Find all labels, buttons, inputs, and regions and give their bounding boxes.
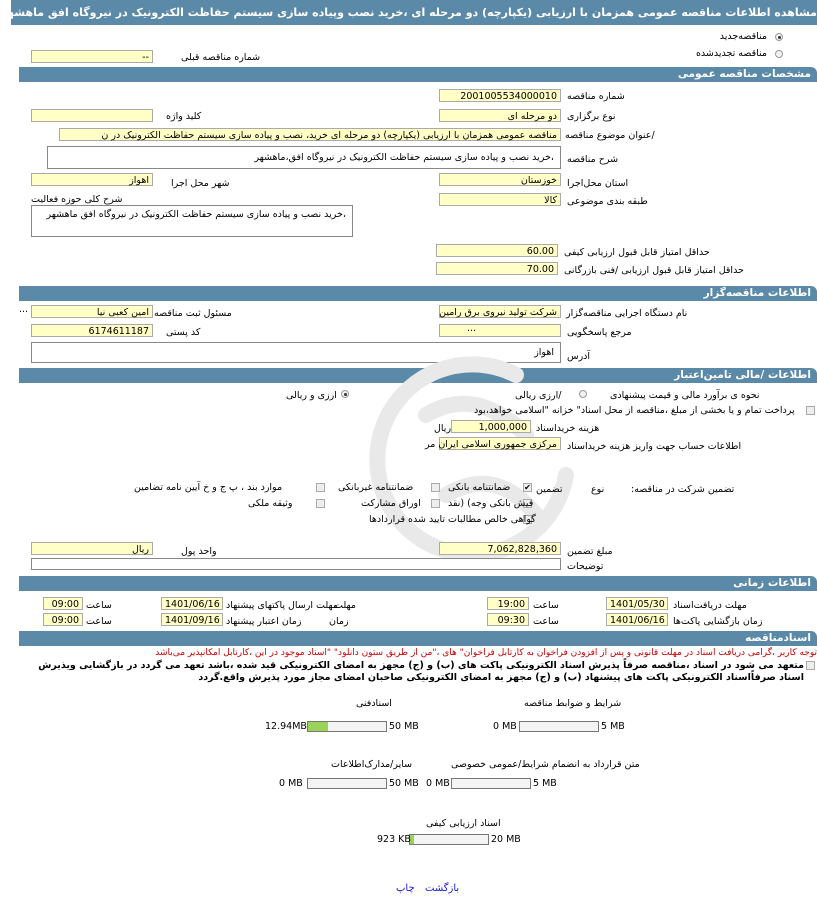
- notes-label: توضیحات: [567, 561, 604, 572]
- file-technical-label: اسنادفنی: [356, 698, 392, 709]
- guarantee-bonds-checkbox[interactable]: [431, 499, 440, 508]
- receive-deadline-label: مهلت دریافت‌اسناد: [673, 600, 747, 611]
- guarantee-cash-label: فیش بانکی وجه) (نقد: [448, 498, 534, 509]
- radio-currency-rial[interactable]: [341, 390, 349, 398]
- responsible-label: مسئول ثبت مناقصه: [154, 308, 232, 319]
- guarantee-type-label: نوع: [591, 484, 605, 495]
- validity-date-field[interactable]: 1401/09/16: [161, 613, 223, 626]
- treasury-checkbox[interactable]: [806, 406, 815, 415]
- print-link[interactable]: چاپ: [396, 883, 415, 894]
- currency-label: واحد پول: [181, 546, 217, 557]
- validity-label: زمان اعتبار پیشنهاد: [226, 616, 302, 627]
- opening-time-field[interactable]: 09:30: [487, 613, 529, 626]
- responsible-field[interactable]: امین کعبی نیا: [31, 305, 153, 318]
- docs-notice: توجه کاربر ،گرامی دریافت اسناد در مهلت قانونی و پس از افزودن فراخوان به کارتابل فراخوان" های ،"من از طریق ستون دانلود" "اسناد موجود در این ،کارتابل امکانپذیر می‌باشد: [155, 648, 817, 658]
- keyword-label: کلید واژه: [166, 111, 202, 122]
- validity-time-label: ساعت: [86, 616, 112, 627]
- submit-deadline-time-field[interactable]: 09:00: [43, 597, 83, 610]
- estimate-label: نحوه ی برآورد مالی و قیمت پیشنهادی: [610, 390, 760, 401]
- file-other-size[interactable]: 0 MB: [279, 778, 303, 789]
- postal-code-label: کد پستی: [166, 327, 201, 338]
- file-technical-bar: [307, 721, 387, 732]
- doc-cost-unit: ریال: [434, 423, 452, 434]
- section-financial-header: اطلاعات /مالی تامین‌اعتبار: [19, 368, 817, 383]
- address-label: آدرس: [567, 351, 591, 362]
- responsible-more-dots[interactable]: ...: [19, 304, 29, 315]
- guarantee-regulation-checkbox[interactable]: [316, 483, 325, 492]
- province-field[interactable]: خوزستان: [439, 173, 561, 186]
- page-title: مشاهده اطلاعات مناقصه عمومی همزمان با ارزیابی (یکپارچه) دو مرحله ای ،خرید نصب وپیاده سازی سیستم حفاظت الکترونیک در نیروگاه افق ماهشهر: [11, 0, 817, 25]
- guarantee-property-label: وثیقه ملکی: [248, 498, 293, 509]
- category-field[interactable]: کالا: [439, 193, 561, 206]
- address-box: اهواز: [31, 342, 561, 363]
- guarantee-claims-label: گواهی خالص مطالبات تایید شده قراردادها: [369, 514, 536, 525]
- account-field[interactable]: مرکزی جمهوری اسلامی ایران مر: [439, 437, 561, 450]
- file-other-max: 50 MB: [389, 778, 419, 789]
- submit-deadline-time-label: ساعت: [86, 600, 112, 611]
- file-contract-size[interactable]: 0 MB: [426, 778, 450, 789]
- file-technical-fill: [308, 722, 328, 731]
- guarantee-label: تضمین شرکت در مناقصه:: [631, 484, 735, 495]
- file-contract-label: متن قرارداد به انضمام شرایط/عمومی خصوصی: [451, 759, 640, 770]
- description-box: ،خرید نصب و پیاده سازی سیستم حفاظت الکترونیک در نیروگاه افق،ماهشهر: [47, 146, 561, 169]
- section-timing-header: اطلاعات زمانی: [19, 576, 817, 591]
- tender-type-field[interactable]: دو مرحله ای: [439, 109, 561, 122]
- notes-box: [31, 558, 561, 570]
- validity-time-field[interactable]: 09:00: [43, 613, 83, 626]
- section-docs-header: اسنادمناقصه: [19, 631, 817, 646]
- file-other-bar: [307, 778, 387, 789]
- back-link[interactable]: بازگشت: [425, 883, 460, 894]
- section-general-header: مشخصات مناقصه عمومی: [19, 67, 817, 82]
- file-conditions-label: شرایط و ضوابط مناقصه: [524, 698, 622, 709]
- org-label: نام دستگاه اجرایی مناقصه‌گزار: [566, 308, 688, 319]
- opening-time-label: ساعت: [533, 616, 559, 627]
- tender-number-field[interactable]: 2001005534000010: [439, 89, 561, 102]
- keyword-field[interactable]: [31, 109, 153, 122]
- account-label: اطلاعات حساب جهت واریز هزینه خریداسناد: [567, 441, 742, 452]
- category-label: طبقه بندی موضوعی: [567, 196, 648, 207]
- min-commercial-label: حداقل امتیاز قابل قبول ارزیابی /فنی بازرگانی: [564, 265, 744, 276]
- validity-prefix: زمان: [329, 616, 349, 627]
- opening-label: زمان بازگشایی پاکت‌ها: [673, 616, 763, 627]
- file-conditions-bar: [519, 721, 599, 732]
- section-organizer-header: اطلاعات مناقصه‌گزار: [19, 286, 817, 301]
- file-quality-size[interactable]: 923 KB: [377, 834, 411, 845]
- postal-code-field[interactable]: 6174611187: [31, 324, 153, 337]
- radio-new-tender[interactable]: [775, 33, 783, 41]
- doc-cost-label: هزینه خریداسناد: [536, 423, 600, 434]
- city-field[interactable]: اهواز: [31, 173, 153, 186]
- min-quality-field[interactable]: 60.00: [436, 244, 558, 257]
- guarantee-bonds-label: اوراق مشارکت: [361, 498, 421, 509]
- file-conditions-max: 5 MB: [601, 721, 625, 732]
- min-quality-label: حداقل امتیاز قابل قبول ارزیابی کیفی: [564, 247, 710, 258]
- submit-deadline-prefix: مهلت: [334, 600, 356, 611]
- subject-field[interactable]: مناقصه عمومی همزمان با ارزیابی (یکپارچه) دو مرحله ای خرید، نصب و پیاده سازی سیستم حفاظت الکترونیک در ن: [59, 128, 561, 141]
- guarantee-property-checkbox[interactable]: [316, 499, 325, 508]
- reference-label: مرجع پاسخگویی: [567, 327, 632, 338]
- guarantee-nonbank-label: ضمانتنامه غیربانکی: [338, 482, 414, 493]
- guarantee-bank-label: ضمانتنامه بانکی: [448, 482, 511, 493]
- file-other-label: سایر/مدارک‌اطلاعات: [331, 759, 413, 770]
- file-conditions-size[interactable]: 0 MB: [493, 721, 517, 732]
- subject-label: /عنوان موضوع مناقصه: [565, 130, 655, 141]
- radio-renewed-tender[interactable]: [775, 50, 783, 58]
- receive-deadline-time-field[interactable]: 19:00: [487, 597, 529, 610]
- min-commercial-field[interactable]: 70.00: [436, 262, 558, 275]
- file-technical-size[interactable]: 12.94MB: [265, 721, 307, 732]
- file-quality-bar: [409, 834, 489, 845]
- receive-deadline-time-label: ساعت: [533, 600, 559, 611]
- guarantee-amount-field[interactable]: 7,062,828,360: [439, 542, 561, 555]
- org-field[interactable]: شرکت تولید نیروی برق رامین: [439, 305, 561, 318]
- city-label: شهر محل اجرا: [171, 178, 230, 189]
- tender-type-label: نوع برگزاری: [567, 111, 616, 122]
- scope-label: شرح کلی حوزه فعالیت: [31, 194, 123, 205]
- submit-deadline-date-field[interactable]: 1401/06/16: [161, 597, 223, 610]
- receive-deadline-date-field[interactable]: 1401/05/30: [606, 597, 668, 610]
- commit-checkbox[interactable]: [806, 661, 815, 670]
- tender-number-label: شماره مناقصه: [567, 91, 625, 102]
- reference-dots[interactable]: ...: [467, 323, 477, 334]
- watermark-logo: [366, 345, 586, 575]
- submit-deadline-label: مهلت ارسال پاکتهای پیشنهاد: [226, 600, 338, 611]
- file-quality-max: 20 MB: [491, 834, 521, 845]
- prev-number-label: شماره مناقصه قبلی: [181, 52, 261, 63]
- currency-field[interactable]: ریال: [31, 542, 153, 555]
- new-tender-label: مناقصه‌جدید: [719, 31, 767, 42]
- reference-field[interactable]: [439, 324, 561, 337]
- file-quality-label: اسناد ارزیابی کیفی: [426, 818, 501, 829]
- province-label: استان محل‌اجرا: [567, 178, 629, 189]
- opening-date-field[interactable]: 1401/06/16: [606, 613, 668, 626]
- guarantee-bank-checkbox[interactable]: ✔: [524, 483, 531, 492]
- guarantee-regulation-label: موارد بند ، پ ج و خ آیین نامه تضامین: [134, 482, 283, 493]
- estimate-currency-label: ارزی و ریالی: [286, 390, 337, 401]
- radio-rial[interactable]: [579, 390, 587, 398]
- commit-text: متعهد می شود در اسناد ،مناقصه صرفاً پذیرش اسناد الکترونیکی پاکت های (ب) و (ج) مجهز به امضای الکترونیکی قید شده ،باشد تعهد می گردد در بازگشایی ویذیرش اسناد صرفاًاسناد الکترونیکی پاکت های پیشنهاد (ب) و (ج) مجهز به امضای الکترونیکی صاحبان امضای مجاز مورد پذیرش واقع.گردد: [38, 660, 804, 683]
- description-label: شرح مناقصه: [567, 154, 619, 165]
- treasury-note: پرداخت تمام و یا بخشی از مبلغ ،مناقصه از محل اسناد" خزانه "اسلامی خواهد،بود: [474, 405, 795, 416]
- doc-cost-field[interactable]: 1,000,000: [451, 420, 531, 433]
- file-contract-bar: [451, 778, 531, 789]
- scope-box: ،خرید نصب و پیاده سازی سیستم حفاظت الکترونیک در نیروگاه افق ماهشهر: [31, 205, 353, 237]
- renewed-tender-label: مناقصه تجدیدشده: [695, 48, 767, 59]
- prev-number-field[interactable]: --: [31, 50, 153, 63]
- file-contract-max: 5 MB: [533, 778, 557, 789]
- estimate-rial-label: /ارزی ریالی: [515, 390, 562, 401]
- guarantee-nonbank-checkbox[interactable]: [431, 483, 440, 492]
- guarantee-type-text: تضمین: [536, 484, 563, 495]
- file-technical-max: 50 MB: [389, 721, 419, 732]
- guarantee-amount-label: مبلغ تضمین: [567, 546, 613, 557]
